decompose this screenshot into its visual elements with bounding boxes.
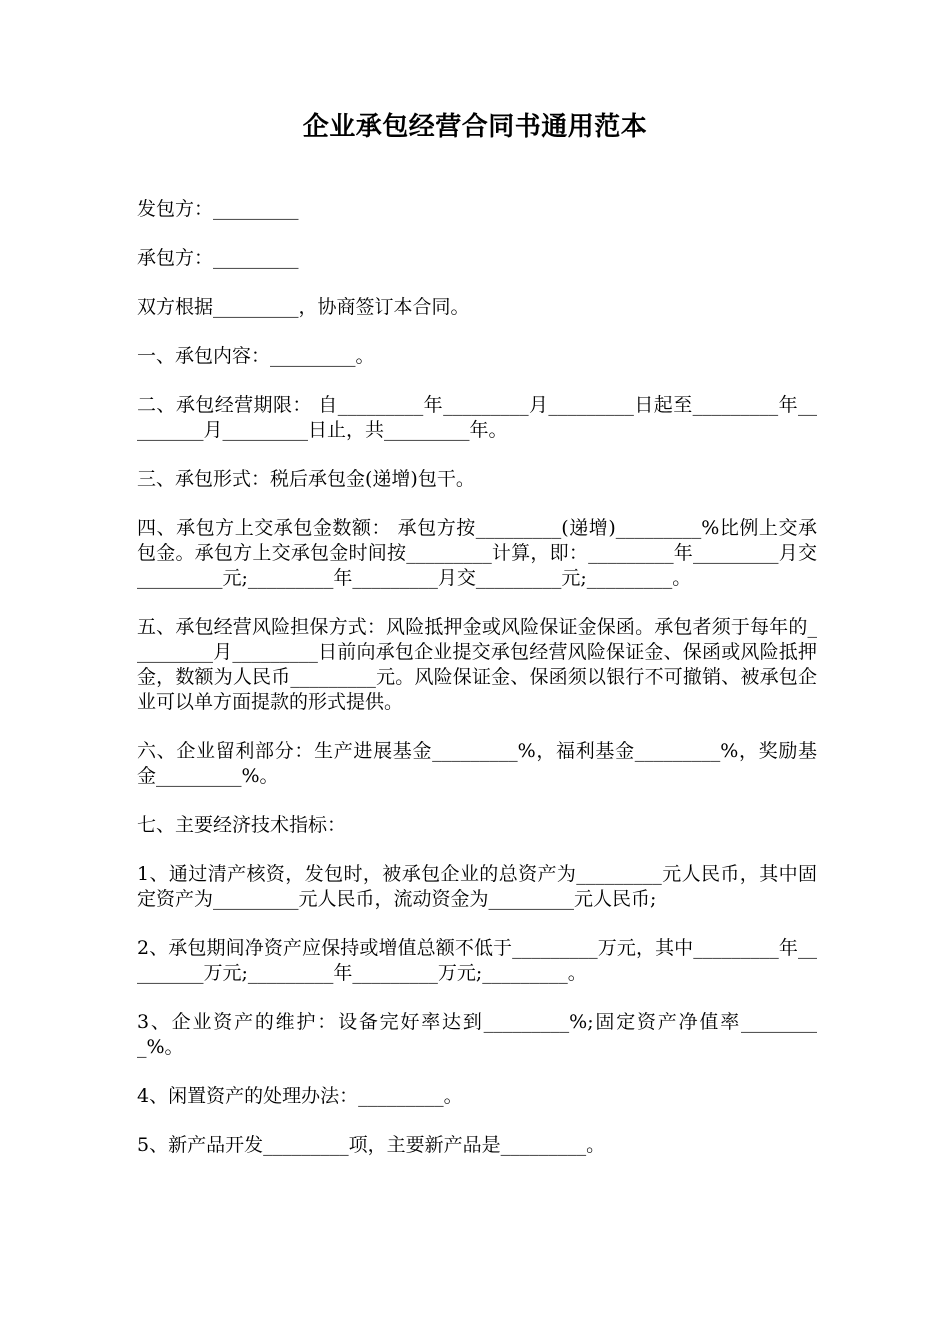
paragraph-indicator-1: 1、通过清产核资，发包时，被承包企业的总资产为_________元人民币，其中固定资产为_________元人民币，流动资金为_________元人民币;: [137, 863, 817, 910]
paragraph-clause-4: 四、承包方上交承包金数额： 承包方按_________(递增)_________%比例上交承包金。承包方上交承包金时间按_________计算，即：_________年_________月交_________元;_________年_________月交_________元;_________。: [137, 517, 817, 589]
paragraph-contractor: 承包方：_________: [137, 247, 299, 269]
paragraph-clause-3: 三、承包形式：税后承包金(递增)包干。: [137, 468, 475, 490]
paragraph-issuer: 发包方：_________: [137, 198, 299, 220]
paragraph-basis: 双方根据_________，协商签订本合同。: [137, 296, 470, 318]
paragraph-clause-2: 二、承包经营期限： 自_________年_________月_________日起至_________年_________月_________日止，共_________年。: [137, 394, 817, 441]
paragraph-indicator-4: 4、闲置资产的处理办法：_________。: [137, 1085, 463, 1107]
document-body: [137, 197, 817, 1182]
paragraph-clause-5: 五、承包经营风险担保方式：风险抵押金或风险保证金保函。承包者须于每年的_________月_________日前向承包企业提交承包经营风险保证金、保函或风险抵押金，数额为人民币_________元。风险保证金、保函须以银行不可撤销、被承包企业可以单方面提款的形式提供。: [137, 616, 817, 713]
paragraph-indicator-3: 3、企业资产的维护：设备完好率达到_________%;固定资产净值率_________%。: [137, 1011, 817, 1058]
paragraph-clause-6: 六、企业留利部分：生产进展基金_________%，福利基金_________%，奖励基金_________%。: [137, 740, 817, 787]
paragraph-clause-1: 一、承包内容：_________。: [137, 345, 375, 367]
paragraph-clause-7: 七、主要经济技术指标：: [137, 814, 347, 836]
paragraph-indicator-2: 2、承包期间净资产应保持或增值总额不低于_________万元，其中_________年_________万元;_________年_________万元;_________。: [137, 937, 817, 984]
paragraph-indicator-5: 5、新产品开发_________项，主要新产品是_________。: [137, 1134, 606, 1156]
document-title: 企业承包经营合同书通用范本: [302, 112, 648, 142]
